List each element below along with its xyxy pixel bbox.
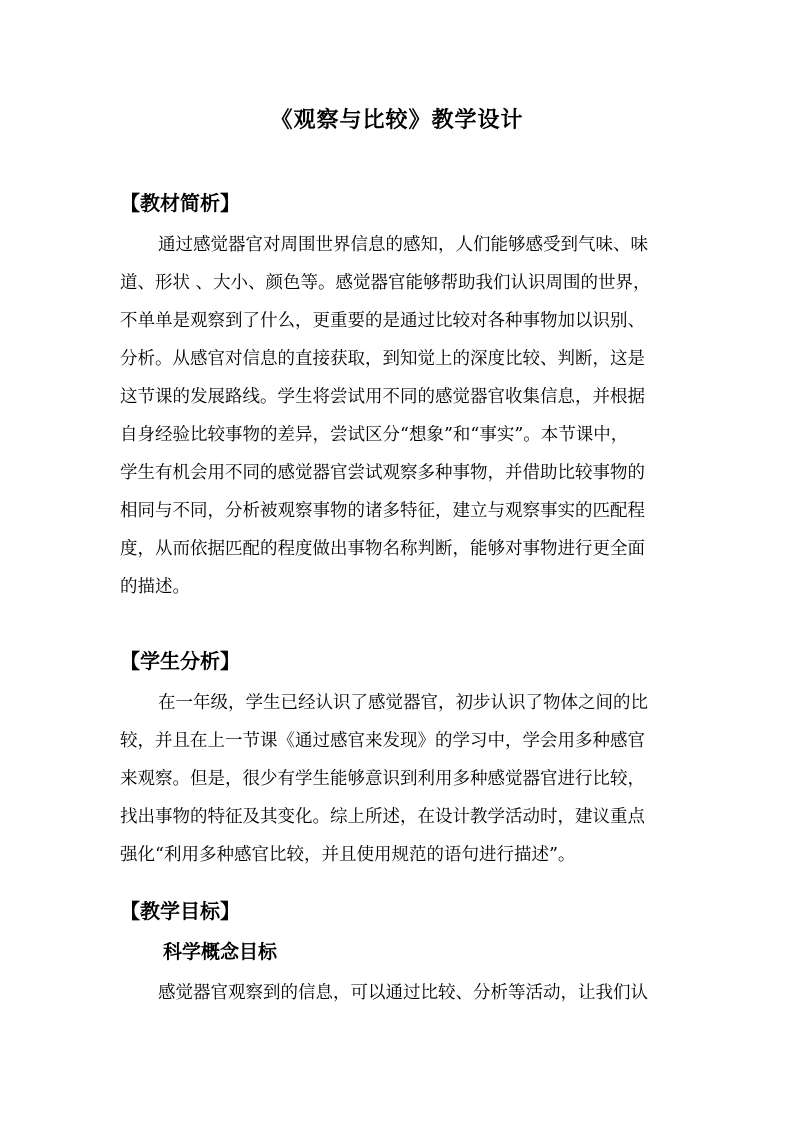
- paragraph-line: 度，从而依据匹配的程度做出事物名称判断，能够对事物进行更全面: [120, 539, 645, 559]
- paragraph-line: 这节课的发展路线。学生将尝试用不同的感觉器官收集信息，并根据: [120, 387, 645, 407]
- paragraph-line: 的描述。: [120, 577, 190, 597]
- paragraph-line: 道、形状 、大小、颜色等。感觉器官能够帮助我们认识周围的世界，: [120, 273, 651, 293]
- paragraph-line: 强化“利用多种感官比较，并且使用规范的语句进行描述”。: [120, 845, 576, 865]
- page-title: 《观察与比较》教学设计: [270, 107, 524, 133]
- paragraph-line: 感觉器官观察到的信息，可以通过比较、分析等活动，让我们认: [158, 983, 648, 1003]
- paragraph-line: 找出事物的特征及其变化。综上所述，在设计教学活动时，建议重点: [120, 807, 645, 827]
- paragraph-line: 通过感觉器官对周围世界信息的感知，人们能够感受到气味、味: [158, 235, 648, 255]
- section-heading-students: 【学生分析】: [120, 649, 240, 673]
- paragraph-line: 自身经验比较事物的差异，尝试区分“想象”和“事实”。本节课中，: [120, 425, 629, 445]
- paragraph-line: 在一年级，学生已经认识了感觉器官，初步认识了物体之间的比: [158, 693, 648, 713]
- subheading-science-concept: 科学概念目标: [163, 941, 278, 963]
- section-heading-objectives: 【教学目标】: [120, 899, 240, 923]
- paragraph-line: 学生有机会用不同的感觉器官尝试观察多种事物，并借助比较事物的: [120, 463, 645, 483]
- paragraph-line: 较，并且在上一节课《通过感官来发现》的学习中，学会用多种感官: [120, 731, 645, 751]
- paragraph-line: 分析。从感官对信息的直接获取，到知觉上的深度比较、判断，这是: [120, 349, 645, 369]
- paragraph-line: 来观察。但是，很少有学生能够意识到利用多种感觉器官进行比较，: [120, 769, 645, 789]
- paragraph-line: 相同与不同，分析被观察事物的诸多特征，建立与观察事实的匹配程: [120, 501, 645, 521]
- paragraph-line: 不单单是观察到了什么，更重要的是通过比较对各种事物加以识别、: [120, 311, 645, 331]
- section-heading-materials: 【教材简析】: [120, 191, 240, 215]
